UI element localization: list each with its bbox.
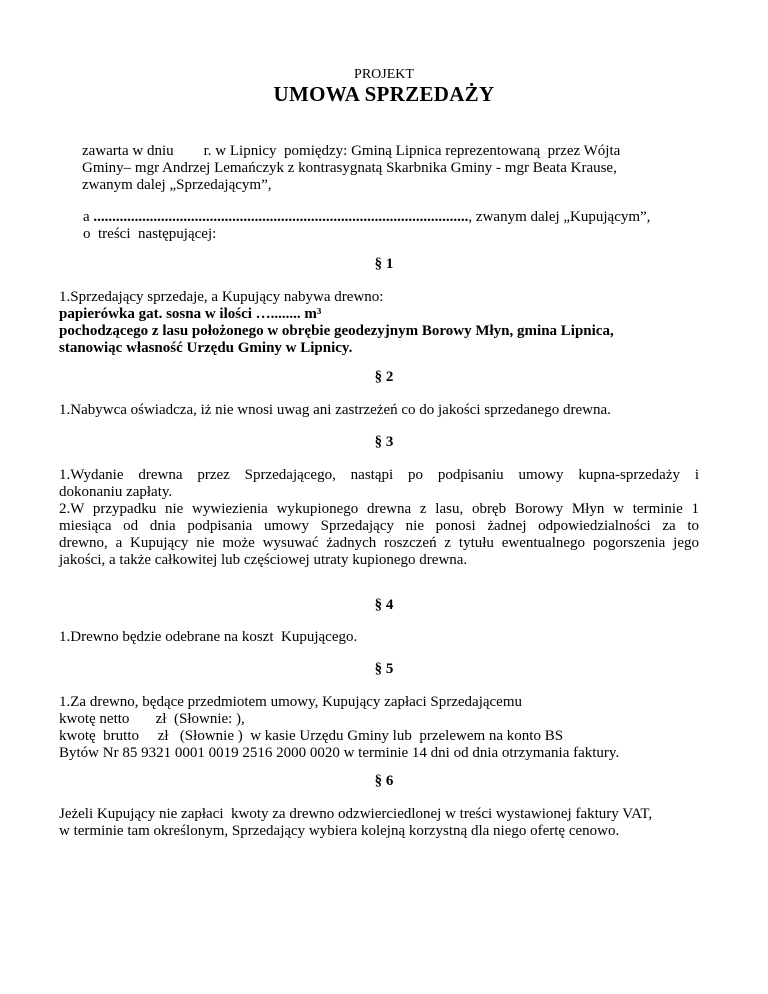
- intro-line: Gminy– mgr Andrzej Lemańczyk z kontrasygnatą Skarbnika Gminy - mgr Beata Krause,: [82, 160, 617, 176]
- section-heading-3: § 3: [374, 434, 394, 450]
- section-heading-4: § 4: [374, 597, 394, 613]
- section-1-line: stanowiąc własność Urzędu Gminy w Lipnicy.: [59, 340, 353, 356]
- buyer-suffix: , zwanym dalej „Kupującym”,: [468, 209, 651, 225]
- section-4-line: 1.Drewno będzie odebrane na koszt Kupującego.: [59, 629, 358, 645]
- section-5-line: kwotę netto zł (Słownie: ),: [59, 711, 245, 727]
- section-6-line: Jeżeli Kupujący nie zapłaci kwoty za drewno odzwierciedlonej w treści wystawionej faktury VAT,: [59, 806, 653, 822]
- section-3-line: 1.Wydanie drewna przez Sprzedającego, nastąpi po podpisaniu umowy kupna-sprzedaży i: [59, 467, 699, 483]
- section-3-body: [59, 467, 699, 569]
- section-5-line: Bytów Nr 85 9321 0001 0019 2516 2000 0020 w terminie 14 dni od dnia otrzymania faktury.: [59, 745, 620, 761]
- section-heading-2: § 2: [374, 369, 394, 385]
- buyer-name-placeholder: ....................................................................................................: [89, 209, 469, 225]
- buyer-prefix: a: [83, 209, 90, 225]
- buyer-party-paragraph: [83, 209, 703, 243]
- section-3-line: drewno, a Kupujący nie może wysuwać żadnych roszczeń z tytułu ewentualnego pogorszenia jego: [59, 535, 699, 551]
- section-6-body: [59, 806, 699, 840]
- section-5-line: kwotę brutto zł (Słownie ) w kasie Urzędu Gminy lub przelewem na konto BS: [59, 728, 564, 744]
- section-3-line: miesiąca od dnia podpisania umowy Sprzedający nie ponosi żadnej odpowiedzialności za to: [59, 518, 699, 534]
- intro-line: zawarta w dniu r. w Lipnicy pomiędzy: Gminą Lipnica reprezentowaną przez Wójta: [82, 143, 621, 159]
- intro-line: zwanym dalej „Sprzedającym”,: [82, 177, 272, 193]
- section-1-line: papierówka gat. sosna w ilości …........ m³: [59, 306, 322, 322]
- section-3-line: 2.W przypadku nie wywiezienia wykupionego drewna z lasu, obręb Borowy Młyn w terminie 1: [59, 501, 699, 517]
- section-5-body: [59, 694, 699, 762]
- section-2-body: [59, 402, 699, 419]
- buyer-line-2: o treści następującej:: [83, 226, 217, 242]
- document-title: UMOWA SPRZEDAŻY: [273, 82, 495, 106]
- buyer-line: [83, 209, 703, 226]
- section-5-line: 1.Za drewno, będące przedmiotem umowy, Kupujący zapłaci Sprzedającemu: [59, 694, 523, 710]
- section-3-line: dokonaniu zapłaty.: [59, 484, 173, 500]
- section-heading-1: § 1: [374, 256, 394, 272]
- section-2-line: 1.Nabywca oświadcza, iż nie wnosi uwag ani zastrzeżeń co do jakości sprzedanego drewna.: [59, 402, 611, 418]
- section-1-line: 1.Sprzedający sprzedaje, a Kupujący nabywa drewno:: [59, 289, 384, 305]
- section-1-body: [59, 289, 699, 357]
- section-6-line: w terminie tam określonym, Sprzedający wybiera kolejną korzystną dla niego ofertę cenowo.: [59, 823, 620, 839]
- section-heading-5: § 5: [374, 661, 394, 677]
- section-1-line: pochodzącego z lasu położonego w obrębie geodezyjnym Borowy Młyn, gmina Lipnica,: [59, 323, 614, 339]
- intro-paragraph: [82, 143, 642, 194]
- section-heading-6: § 6: [374, 773, 394, 789]
- document-label: PROJEKT: [354, 67, 414, 82]
- section-3-line: jakości, a także całkowitej lub częściowej utraty kupionego drewna.: [59, 552, 468, 568]
- section-4-body: [59, 629, 699, 646]
